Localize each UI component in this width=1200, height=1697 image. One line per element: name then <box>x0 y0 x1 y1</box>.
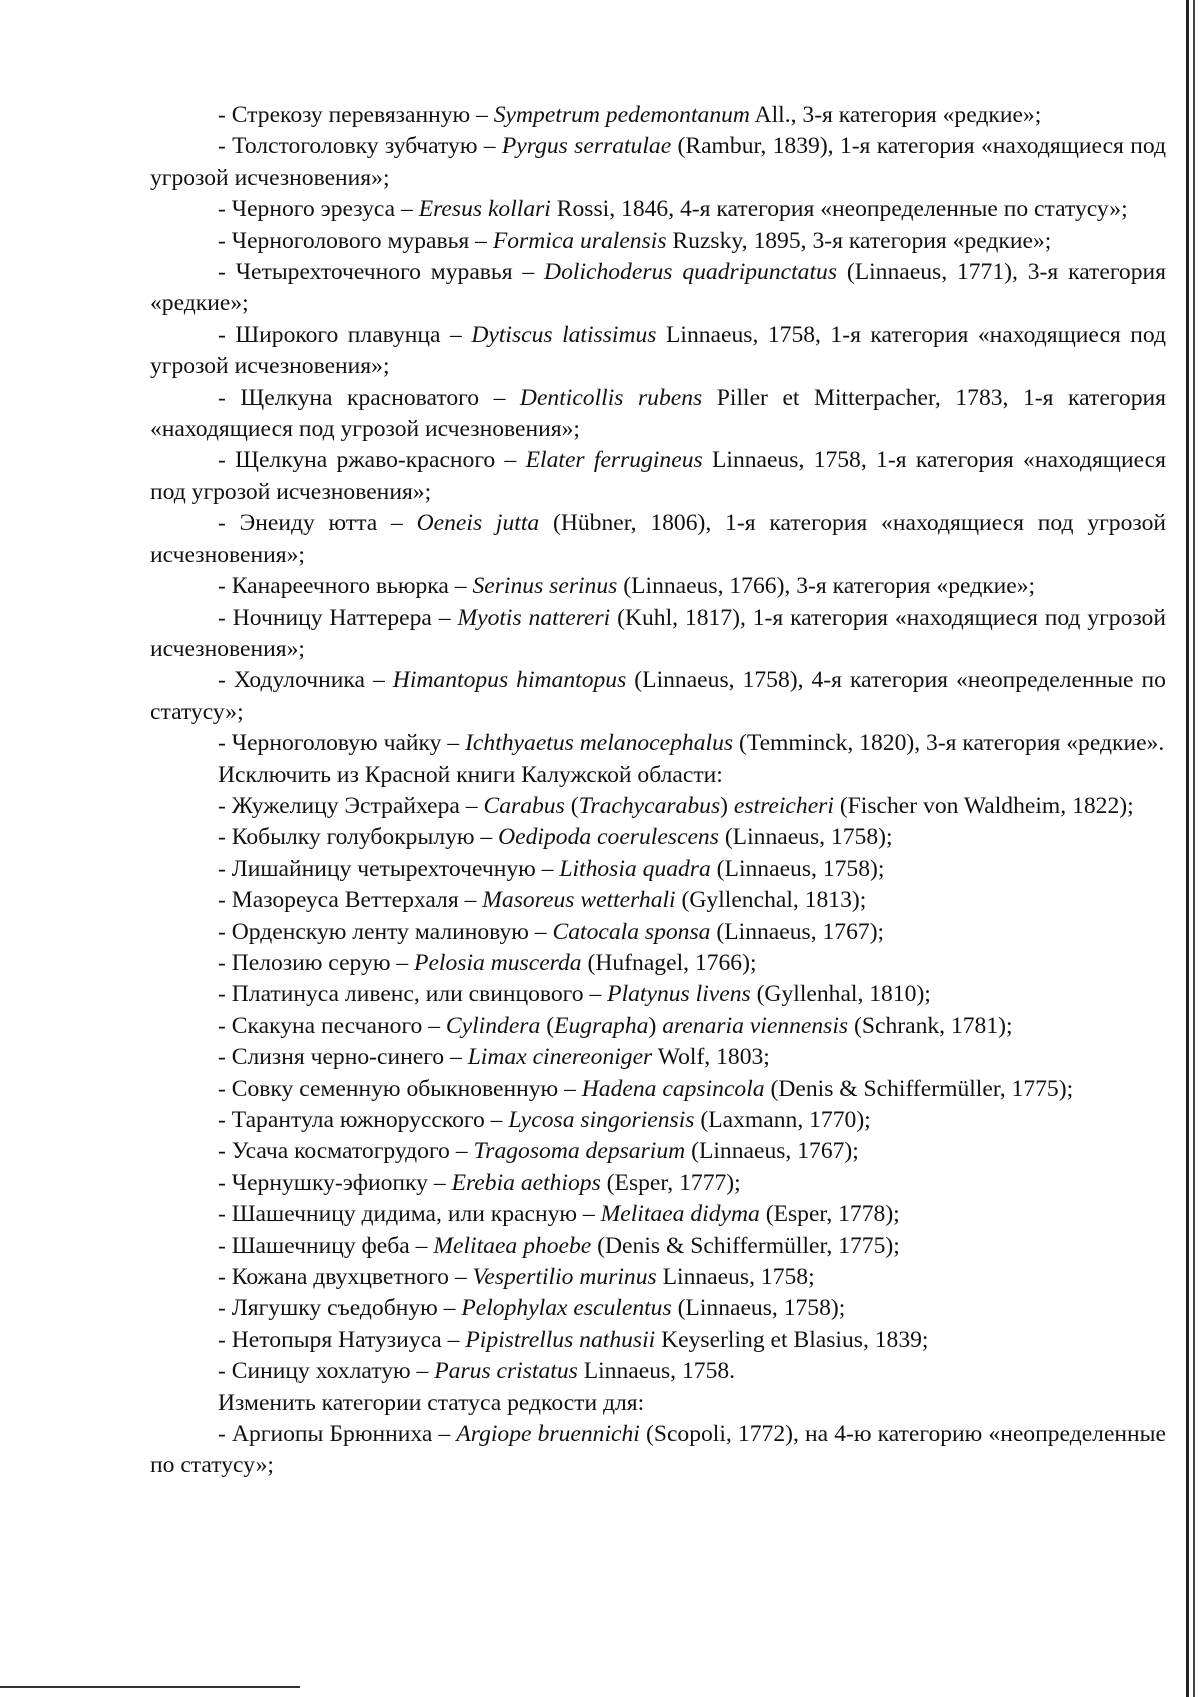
text-segment: - Толстоголовку зубчатую – <box>218 133 502 160</box>
latin-name: Lycosa singoriensis <box>508 1107 695 1133</box>
document-paragraph <box>150 948 1166 979</box>
text-segment: - Стрекозу перевязанную – <box>218 102 494 128</box>
text-segment: (Linnaeus, 1767); <box>685 1138 859 1165</box>
latin-name: Eugrapha <box>554 1012 649 1039</box>
text-segment: - Нетопыря Натузиуса – <box>218 1326 466 1353</box>
document-paragraph <box>150 1136 1166 1167</box>
text-segment: - Четырехточечного муравья – <box>218 259 545 286</box>
text-segment: - Пелозию серую – <box>218 949 415 976</box>
latin-name: Hadena capsincola <box>581 1075 765 1102</box>
latin-name: Trachycarabus <box>578 792 721 819</box>
text-segment: - Скакуна песчаного – <box>218 1012 446 1039</box>
document-paragraph <box>150 1293 1166 1324</box>
document-paragraph <box>150 728 1166 759</box>
latin-name: Masoreus wetterhali <box>482 887 676 914</box>
latin-name: Carabus <box>483 792 565 819</box>
text-segment: (Hübner, 1806), 1-я категория «находящиеся под угрозой исчезновения»; <box>150 510 1166 568</box>
text-segment: ( <box>540 1012 555 1039</box>
latin-name: Serinus serinus <box>472 573 618 600</box>
text-segment: - Кобылку голубокрылую – <box>218 824 499 851</box>
text-segment: - Усача косматогрудого – <box>218 1138 474 1165</box>
document-paragraph <box>150 603 1166 666</box>
text-segment: (Esper, 1778); <box>759 1201 900 1228</box>
text-segment: - Аргиопы Брюнниха – <box>218 1421 457 1448</box>
document-paragraph <box>150 854 1166 885</box>
text-segment: Linnaeus, 1758, 1-я категория «находящиеся под угрозой исчезновения»; <box>150 321 1167 380</box>
latin-name: Formica uralensis <box>492 227 667 254</box>
latin-name: Melitaea didyma <box>600 1201 760 1228</box>
text-segment: (Linnaeus, 1758); <box>671 1295 846 1322</box>
text-segment: - Кожана двухцветного – <box>218 1264 473 1291</box>
latin-name: Pyrgus serratulae <box>501 133 672 160</box>
text-segment: (Linnaeus, 1771), 3-я категория «редкие»; <box>150 259 1167 317</box>
text-segment: Изменить категории статуса редкости для: <box>218 1389 645 1416</box>
document-paragraph <box>150 1168 1166 1199</box>
right-edge-border-inner <box>1193 0 1195 1697</box>
document-paragraph <box>150 257 1166 320</box>
text-segment: (Linnaeus, 1758); <box>718 824 893 851</box>
text-segment: - Шашечницу дидима, или красную – <box>218 1201 601 1228</box>
text-segment: - Тарантула южнорусского – <box>218 1107 509 1133</box>
text-segment: - Канареечного вьюрка – <box>218 573 473 600</box>
text-segment: Rossi, 1846, 4-я категория «неопределенные по статусу»; <box>550 196 1128 223</box>
text-segment: (Scopoli, 1772), на 4-ю категорию «неопределенные по статусу»; <box>150 1421 1166 1479</box>
text-segment: - Чернушку-эфиопку – <box>218 1169 452 1196</box>
latin-name: Sympetrum pedemontanum <box>493 102 750 128</box>
document-paragraph <box>150 131 1166 194</box>
latin-name: estreicheri <box>733 792 834 819</box>
text-segment: - Лягушку съедобную – <box>218 1295 462 1322</box>
text-segment: (Rambur, 1839), 1-я категория «находящиеся под угрозой исчезновения»; <box>150 133 1166 191</box>
document-paragraph <box>150 100 1166 131</box>
text-segment: Piller et Mitterpacher, 1783, 1-я категория «находящиеся под угрозой исчезновения»; <box>150 384 1166 443</box>
text-segment: (Linnaeus, 1758); <box>710 855 885 882</box>
latin-name: Pipistrellus nathusii <box>465 1326 656 1353</box>
text-segment: - Орденскую ленту малиновую – <box>218 918 553 945</box>
text-segment: Исключить из Красной книги Калужской области: <box>218 761 723 788</box>
document-paragraph <box>150 1231 1166 1262</box>
text-segment: Linnaeus, 1758, 1-я категория «находящиеся под угрозой исчезновения»; <box>150 447 1166 505</box>
latin-name: Melitaea phoebe <box>433 1232 592 1259</box>
latin-name: Denticollis rubens <box>519 384 703 411</box>
latin-name: Dolichoderus quadripunctatus <box>544 259 838 286</box>
latin-name: arenaria viennensis <box>662 1012 849 1039</box>
document-paragraph <box>150 1011 1166 1042</box>
document-paragraph <box>150 1199 1166 1230</box>
text-segment: - Мазореуса Веттерхаля – <box>218 887 483 914</box>
document-paragraph <box>150 1356 1166 1387</box>
text-segment: Keyserling et Blasius, 1839; <box>655 1326 929 1353</box>
latin-name: Oeneis jutta <box>416 510 540 537</box>
right-edge-border <box>1186 0 1189 1697</box>
text-segment: - Широкого плавунца – <box>218 321 472 348</box>
text-segment: - Слизня черно-синего – <box>218 1044 468 1071</box>
text-segment: (Gyllenchal, 1813); <box>675 887 867 914</box>
document-paragraph <box>150 822 1166 853</box>
latin-name: Limax cinereoniger <box>467 1044 653 1071</box>
text-segment: (Kuhl, 1817), 1-я категория «находящиеся под угрозой исчезновения»; <box>150 604 1166 662</box>
latin-name: Pelosia muscerda <box>414 949 582 976</box>
text-segment: (Gyllenhal, 1810); <box>750 981 931 1008</box>
text-segment: (Denis & Schiffermüller, 1775); <box>764 1075 1074 1102</box>
latin-name: Dytiscus latissimus <box>471 321 657 348</box>
document-paragraph <box>150 571 1166 602</box>
text-segment: (Hufnagel, 1766); <box>581 949 757 976</box>
text-segment: ) <box>648 1012 663 1039</box>
document-paragraph <box>150 979 1166 1010</box>
latin-name: Tragosoma depsarium <box>473 1138 686 1165</box>
document-body <box>150 100 1166 1482</box>
latin-name: Erebia aethiops <box>451 1169 601 1196</box>
document-paragraph <box>150 917 1166 948</box>
document-paragraph <box>150 1419 1166 1482</box>
text-segment: - Ходулочника – <box>218 667 393 694</box>
text-segment: - Шашечницу феба – <box>218 1232 434 1259</box>
latin-name: Oedipoda coerulescens <box>498 824 719 851</box>
text-segment: Ruzsky, 1895, 3-я категория «редкие»; <box>666 227 1052 254</box>
latin-name: Elater ferrugineus <box>525 447 703 474</box>
text-segment: (Fischer von Waldheim, 1822); <box>833 792 1134 819</box>
document-paragraph <box>150 1388 1166 1419</box>
text-segment: - Энеиду ютта – <box>218 510 417 537</box>
latin-name: Cylindera <box>445 1012 541 1039</box>
document-paragraph <box>150 508 1166 571</box>
text-segment: Wolf, 1803; <box>652 1044 770 1071</box>
latin-name: Lithosia quadra <box>559 855 711 882</box>
latin-name: Eresus kollari <box>418 196 551 223</box>
latin-name: Myotis nattereri <box>457 604 611 631</box>
latin-name: Vespertilio murinus <box>472 1264 657 1291</box>
document-paragraph <box>150 383 1166 446</box>
document-paragraph <box>150 445 1166 508</box>
latin-name: Pelophylax esculentus <box>461 1295 672 1322</box>
text-segment: (Laxmann, 1770); <box>694 1107 871 1133</box>
text-segment: All., 3-я категория «редкие»; <box>749 102 1042 128</box>
text-segment: - Жужелицу Эстрайхера – <box>218 792 484 819</box>
document-paragraph <box>150 885 1166 916</box>
text-segment: - Черноголового муравья – <box>218 227 493 254</box>
document-paragraph <box>150 1074 1166 1105</box>
text-segment: - Синицу хохлатую – <box>218 1358 435 1385</box>
document-paragraph <box>150 1042 1166 1073</box>
document-paragraph <box>150 665 1166 728</box>
text-segment: (Linnaeus, 1766), 3-я категория «редкие»; <box>617 573 1036 600</box>
text-segment: ( <box>564 792 579 819</box>
text-segment: - Черного эрезуса – <box>218 196 419 223</box>
document-paragraph <box>150 320 1166 383</box>
text-segment: Linnaeus, 1758; <box>656 1264 815 1291</box>
text-segment: (Linnaeus, 1758), 4-я категория «неопределенные по статусу»; <box>150 667 1166 725</box>
latin-name: Catocala sponsa <box>552 918 711 945</box>
document-paragraph <box>150 1262 1166 1293</box>
document-paragraph <box>150 1105 1166 1136</box>
latin-name: Ichthyaetus melanocephalus <box>465 730 734 757</box>
document-paragraph <box>150 1325 1166 1356</box>
text-segment: - Черноголовую чайку – <box>218 730 466 757</box>
text-segment: (Denis & Schiffermüller, 1775); <box>591 1232 900 1259</box>
text-segment: (Linnaeus, 1767); <box>710 918 885 945</box>
text-segment: - Щелкуна ржаво-красного – <box>218 447 526 474</box>
bottom-rule <box>0 1686 300 1688</box>
latin-name: Parus cristatus <box>434 1358 578 1385</box>
text-segment: ) <box>720 792 734 819</box>
document-paragraph <box>150 226 1166 257</box>
text-segment: - Ночницу Наттерера – <box>218 604 458 631</box>
text-segment: - Лишайницу четырехточечную – <box>218 855 560 882</box>
text-segment: - Совку семенную обыкновенную – <box>218 1075 582 1102</box>
text-segment: - Платинуса ливенс, или свинцового – <box>218 981 608 1008</box>
latin-name: Himantopus himantopus <box>392 667 627 694</box>
latin-name: Platynus livens <box>607 981 751 1008</box>
document-paragraph <box>150 194 1166 225</box>
document-paragraph <box>150 791 1166 822</box>
text-segment: (Schrank, 1781); <box>848 1012 1013 1039</box>
latin-name: Argiope bruennichi <box>456 1421 640 1448</box>
text-segment: - Щелкуна красноватого – <box>218 384 520 411</box>
text-segment: (Temminck, 1820), 3-я категория «редкие». <box>733 730 1165 757</box>
text-segment: (Esper, 1777); <box>600 1169 741 1196</box>
text-segment: Linnaeus, 1758. <box>577 1358 736 1385</box>
document-paragraph <box>150 760 1166 791</box>
